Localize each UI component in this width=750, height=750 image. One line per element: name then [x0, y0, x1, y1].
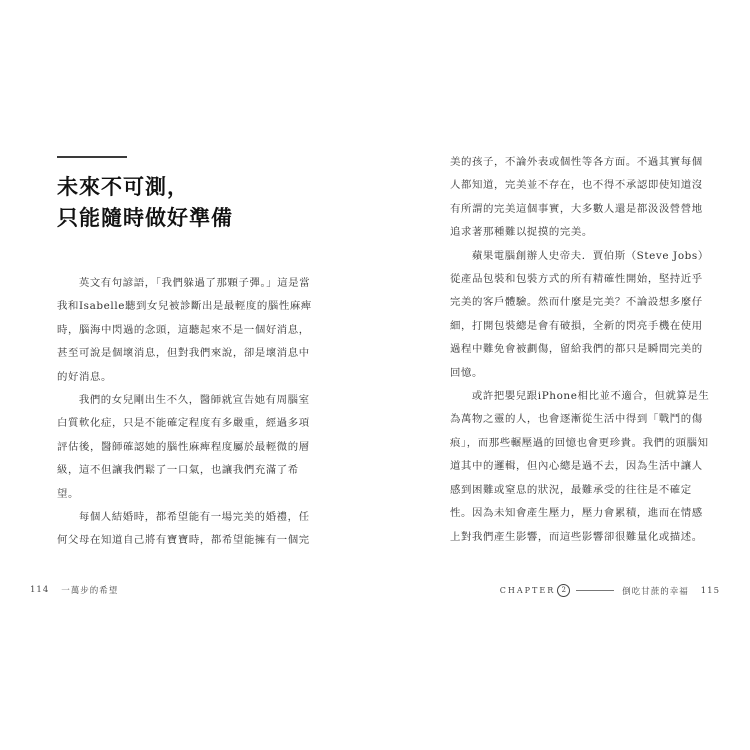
left-footer	[30, 584, 118, 596]
left-page-number: 114	[30, 585, 50, 595]
right-footer	[500, 584, 720, 597]
chapter-label: CHAPTER	[499, 586, 556, 595]
title-rule	[57, 156, 127, 158]
right-body-text	[450, 151, 712, 549]
right-paragraph-2: 蘋果電腦創辦人史帝夫．賈伯斯（Steve Jobs）從產品包裝和包裝方式的所有精確性開始，堅持近乎完美的客戶體驗。然而什麼是完美？不論設想多麼仔細，打開包裝總是會有破損，全新的閃亮手機在使用過程中難免會被劃傷，留給我們的都只是瞬間完美的回憶。	[450, 249, 709, 379]
section-title-line-1: 未來不可測，	[57, 175, 189, 199]
right-paragraph-1: 美的孩子，不論外表或個性等各方面。不過其實每個人都知道，完美並不存在，也不得不承認即使知道沒有所謂的完美這個事實，大多數人還是都汲汲營營地追求著那種難以捉摸的完美。	[450, 156, 703, 239]
left-paragraph-3: 每個人結婚時，都希望能有一場完美的婚禮，任何父母在知道自己將有寶寶時，都希望能擁有一個完	[57, 511, 310, 547]
chapter-number-badge: 2	[557, 584, 570, 597]
right-paragraph-3: 或許把嬰兒跟iPhone相比並不適合，但就算是生為萬物之靈的人，也會逐漸從生活中得到「戰鬥的傷痕」，而那些輾壓過的回憶也會更珍貴。我們的頭腦知道其中的邏輯，但內心總是過不去，因為生活中讓人感到困難或窒息的狀況，最難承受的往往是不確定性。因為未知會產生壓力，壓力會累積，進而在情感上對我們產生影響，而這些影響卻很難量化或描述。	[450, 390, 710, 543]
right-page	[375, 0, 750, 750]
right-page-number: 115	[700, 585, 720, 596]
footer-rule	[576, 590, 614, 591]
section-title	[57, 172, 233, 234]
left-running-title: 一萬步的希望	[61, 586, 119, 596]
left-paragraph-2: 我們的女兒剛出生不久，醫師就宣告她有周腦室白質軟化症，只是不能確定程度有多嚴重，經過多項評估後，醫師確認她的腦性麻痺程度屬於最輕微的層級，這不但讓我們鬆了一口氣，也讓我們充滿了希望。	[57, 394, 310, 500]
right-running-title: 倒吃甘蔗的幸福	[622, 586, 689, 597]
left-paragraph-1: 英文有句諺語，「我們躲過了那顆子彈。」這是當我和Isabelle聽到女兒被診斷出是最輕度的腦性麻痺時，腦海中閃過的念頭，這聽起來不是一個好消息，甚至可說是個壞消息，但對我們來說，卻是壞消息中的好消息。	[57, 277, 312, 383]
left-body-text	[57, 272, 319, 553]
section-title-line-2: 只能隨時做好準備	[57, 206, 233, 230]
